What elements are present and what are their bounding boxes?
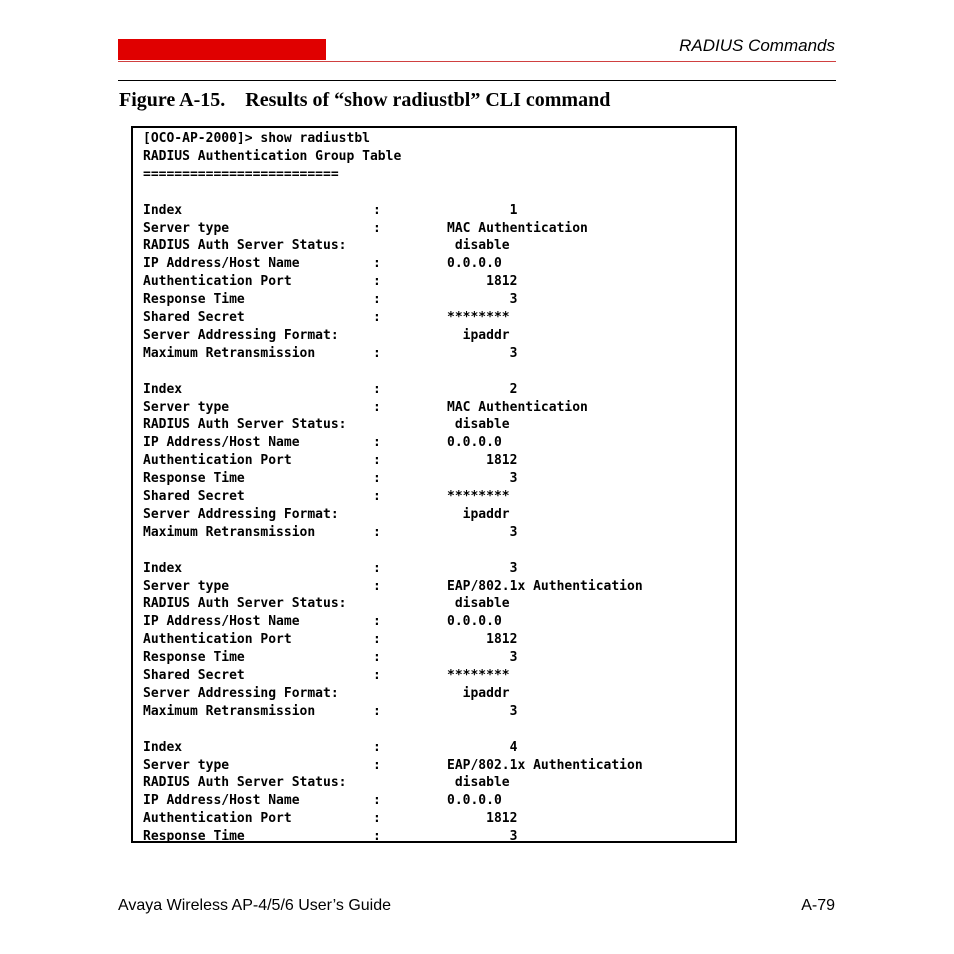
field-label: Response Time — [143, 292, 245, 308]
field-label: Index — [143, 560, 183, 576]
field-colon: : — [373, 793, 381, 809]
field-value: disable — [447, 417, 510, 433]
field-colon: : — [373, 435, 381, 451]
field-label: Server type — [143, 220, 230, 236]
field-label: Authentication Port — [143, 274, 292, 290]
field-label: IP Address/Host Name — [143, 256, 300, 272]
field-label: Server type — [143, 399, 230, 415]
field-label: Server Addressing Format: — [143, 327, 339, 343]
field-value: EAP/802.1x Authentication — [447, 757, 643, 773]
field-colon: : — [373, 811, 381, 827]
field-value: 1 — [447, 202, 518, 218]
field-value: 1812 — [447, 274, 518, 290]
field-value: MAC Authentication — [447, 399, 588, 415]
field-colon: : — [373, 739, 381, 755]
field-colon: : — [373, 632, 381, 648]
field-colon: : — [373, 489, 381, 504]
field-label: IP Address/Host Name — [143, 435, 300, 451]
header-rule-black — [118, 80, 836, 81]
cli-output-panel — [131, 126, 737, 843]
field-label: Authentication Port — [143, 632, 292, 648]
field-colon: : — [373, 202, 381, 218]
section-title: RADIUS Commands — [679, 36, 835, 55]
field-colon: : — [373, 757, 381, 773]
field-value: 0.0.0.0 — [447, 435, 502, 451]
field-label: Server type — [143, 578, 230, 594]
field-value: 1812 — [447, 632, 518, 648]
field-value: ipaddr — [447, 327, 510, 343]
field-label: Maximum Retransmission — [143, 524, 316, 540]
field-value: ******** — [447, 310, 510, 325]
cli-command: [OCO-AP-2000]> show radiustbl — [143, 131, 370, 146]
field-value: 0.0.0.0 — [447, 793, 502, 809]
field-value: 3 — [447, 829, 518, 845]
field-colon: : — [373, 524, 381, 540]
field-label: Maximum Retransmission — [143, 703, 316, 719]
field-colon: : — [373, 471, 381, 487]
field-label: Response Time — [143, 829, 245, 845]
field-label: RADIUS Auth Server Status: — [143, 238, 347, 254]
field-label: RADIUS Auth Server Status: — [143, 775, 347, 791]
field-value: 1812 — [447, 811, 518, 827]
field-label: Authentication Port — [143, 453, 292, 469]
field-value: EAP/802.1x Authentication — [447, 578, 643, 594]
field-label: Maximum Retransmission — [143, 345, 316, 361]
field-colon: : — [373, 256, 381, 272]
field-value: 4 — [447, 739, 518, 755]
field-value: disable — [447, 596, 510, 612]
field-label: Response Time — [143, 650, 245, 666]
field-colon: : — [373, 453, 381, 469]
field-colon: : — [373, 703, 381, 719]
footer-guide-title: Avaya Wireless AP-4/5/6 User’s Guide — [118, 897, 392, 914]
field-colon: : — [373, 560, 381, 576]
table-separator: ========================= — [143, 167, 339, 182]
field-label: Server Addressing Format: — [143, 506, 339, 522]
field-label: Index — [143, 739, 183, 755]
field-label: Shared Secret — [143, 310, 245, 325]
field-colon: : — [373, 220, 381, 236]
field-colon: : — [373, 399, 381, 415]
field-label: Authentication Port — [143, 811, 292, 827]
field-value: 0.0.0.0 — [447, 614, 502, 630]
header-rule-red — [118, 61, 836, 62]
field-label: IP Address/Host Name — [143, 614, 300, 630]
field-label: IP Address/Host Name — [143, 793, 300, 809]
field-label: Server Addressing Format: — [143, 685, 339, 701]
figure-caption: Figure A-15. Results of “show radiustbl” CLI command — [119, 89, 611, 111]
field-colon: : — [373, 578, 381, 594]
field-value: 3 — [447, 292, 518, 308]
field-value: 3 — [447, 345, 518, 361]
field-label: RADIUS Auth Server Status: — [143, 596, 347, 612]
footer-page-number: A-79 — [801, 897, 835, 914]
field-label: Shared Secret — [143, 489, 245, 504]
field-colon: : — [373, 614, 381, 630]
field-label: RADIUS Auth Server Status: — [143, 417, 347, 433]
field-value: ******** — [447, 668, 510, 683]
field-colon: : — [373, 650, 381, 666]
field-colon: : — [373, 381, 381, 397]
field-value: ******** — [447, 489, 510, 504]
field-colon: : — [373, 829, 381, 845]
field-label: Index — [143, 202, 183, 218]
field-value: 3 — [447, 524, 518, 540]
field-colon: : — [373, 292, 381, 308]
field-value: 3 — [447, 560, 518, 576]
field-colon: : — [373, 668, 381, 683]
field-label: Response Time — [143, 471, 245, 487]
table-title: RADIUS Authentication Group Table — [143, 149, 402, 164]
field-value: disable — [447, 238, 510, 254]
header-accent-bar — [118, 39, 326, 60]
field-colon: : — [373, 345, 381, 361]
field-value: 3 — [447, 471, 518, 487]
field-value: 3 — [447, 703, 518, 719]
field-label: Shared Secret — [143, 668, 245, 683]
field-value: 0.0.0.0 — [447, 256, 502, 272]
field-value: MAC Authentication — [447, 220, 588, 236]
field-value: 3 — [447, 650, 518, 666]
field-label: Index — [143, 381, 183, 397]
field-value: 2 — [447, 381, 518, 397]
field-colon: : — [373, 274, 381, 290]
field-colon: : — [373, 310, 381, 325]
field-value: disable — [447, 775, 510, 791]
field-value: ipaddr — [447, 685, 510, 701]
field-label: Server type — [143, 757, 230, 773]
field-value: ipaddr — [447, 506, 510, 522]
field-value: 1812 — [447, 453, 518, 469]
